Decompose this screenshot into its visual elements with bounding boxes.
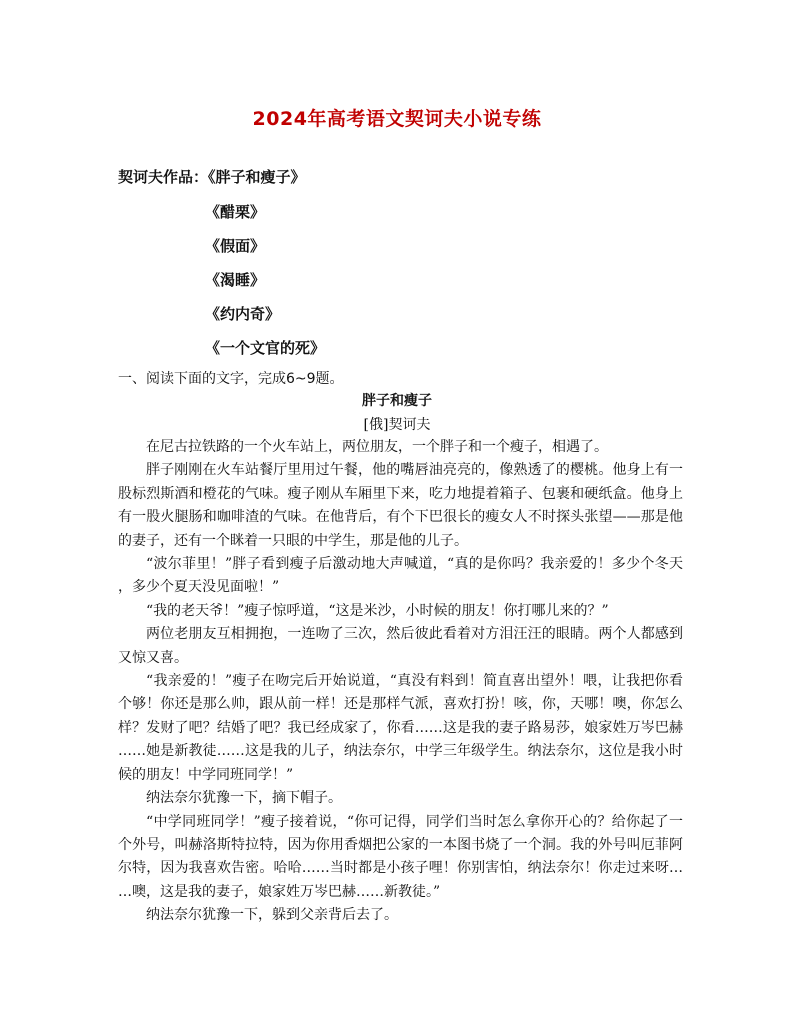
story-title: 胖子和瘦子 (362, 393, 432, 409)
work-title: 《一个文官的死》 (205, 339, 326, 357)
work-title: 《渴睡》 (205, 271, 266, 289)
story-paragraph: “波尔菲里！”胖子看到瘦子后激动地大声喊道，“真的是你吗？我亲爱的！多少个冬天，多少个夏天没见面啦！” (118, 556, 683, 596)
story-paragraph: 两位老朋友互相拥抱，一连吻了三次，然后彼此看着对方泪汪汪的眼睛。两个人都感到又惊又喜。 (118, 626, 683, 666)
story-paragraph: 纳法奈尔犹豫一下，摘下帽子。 (146, 790, 342, 807)
story-paragraph: 在尼古拉铁路的一个火车站上，两位朋友，一个胖子和一个瘦子，相遇了。 (146, 439, 608, 455)
work-title: 《醋栗》 (205, 203, 266, 221)
story-paragraph: “我亲爱的！”瘦子在吻完后开始说道，“真没有料到！简直喜出望外！喂，让我把你看个够！你还是那么帅，跟从前一样！还是那样气派，喜欢打扮！咳，你，天哪！噢，你怎么样？发财了吧？结婚了吧？我已经成家了，你看……这是我的妻子路易莎，娘家姓万岑巴赫……她是新教徒……这是我的儿子，纳法奈尔，中学三年级学生。纳法奈尔，这位是我小时候的朋友！中学同班同学！” (118, 673, 683, 783)
story-body (118, 436, 683, 928)
story-paragraph: 胖子刚刚在火车站餐厅里用过午餐，他的嘴唇油亮亮的，像熟透了的樱桃。他身上有一股标烈斯酒和橙花的气味。瘦子刚从车厢里下来，吃力地提着箱子、包裹和硬纸盒。他身上有一股火腿肠和咖啡渣的气味。在他背后，有个下巴很长的瘦女人不时探头张望——那是他的妻子，还有一个眯着一只眼的中学生，那是他的儿子。 (118, 462, 683, 549)
work-title: 《约内奇》 (205, 305, 281, 323)
story-paragraph: “中学同班同学！”瘦子接着说，“你可记得，同学们当时怎么拿你开心的？给你起了一个外号，叫赫洛斯特拉特，因为你用香烟把公家的一本图书烧了一个洞。我的外号叫厄菲阿尔特，因为我喜欢告密。哈哈……当时都是小孩子哩！你别害怕，纳法奈尔！你走过来呀……噢，这是我的妻子，娘家姓万岑巴赫……新教徒。” (118, 813, 683, 900)
story-paragraph: 纳法奈尔犹豫一下，躲到父亲背后去了。 (146, 907, 398, 924)
work-title: 《假面》 (205, 237, 266, 255)
story-author: [俄]契诃夫 (363, 417, 431, 433)
works-heading: 契诃夫作品：《胖子和瘦子》 (118, 168, 306, 186)
story-paragraph: “我的老天爷！”瘦子惊呼道，“这是米沙，小时候的朋友！你打哪儿来的？” (146, 602, 609, 619)
reading-instruction: 一、阅读下面的文字，完成6~9题。 (118, 371, 344, 387)
works-list (205, 201, 325, 371)
document-title: 2024年高考语文契诃夫小说专练 (252, 108, 542, 130)
